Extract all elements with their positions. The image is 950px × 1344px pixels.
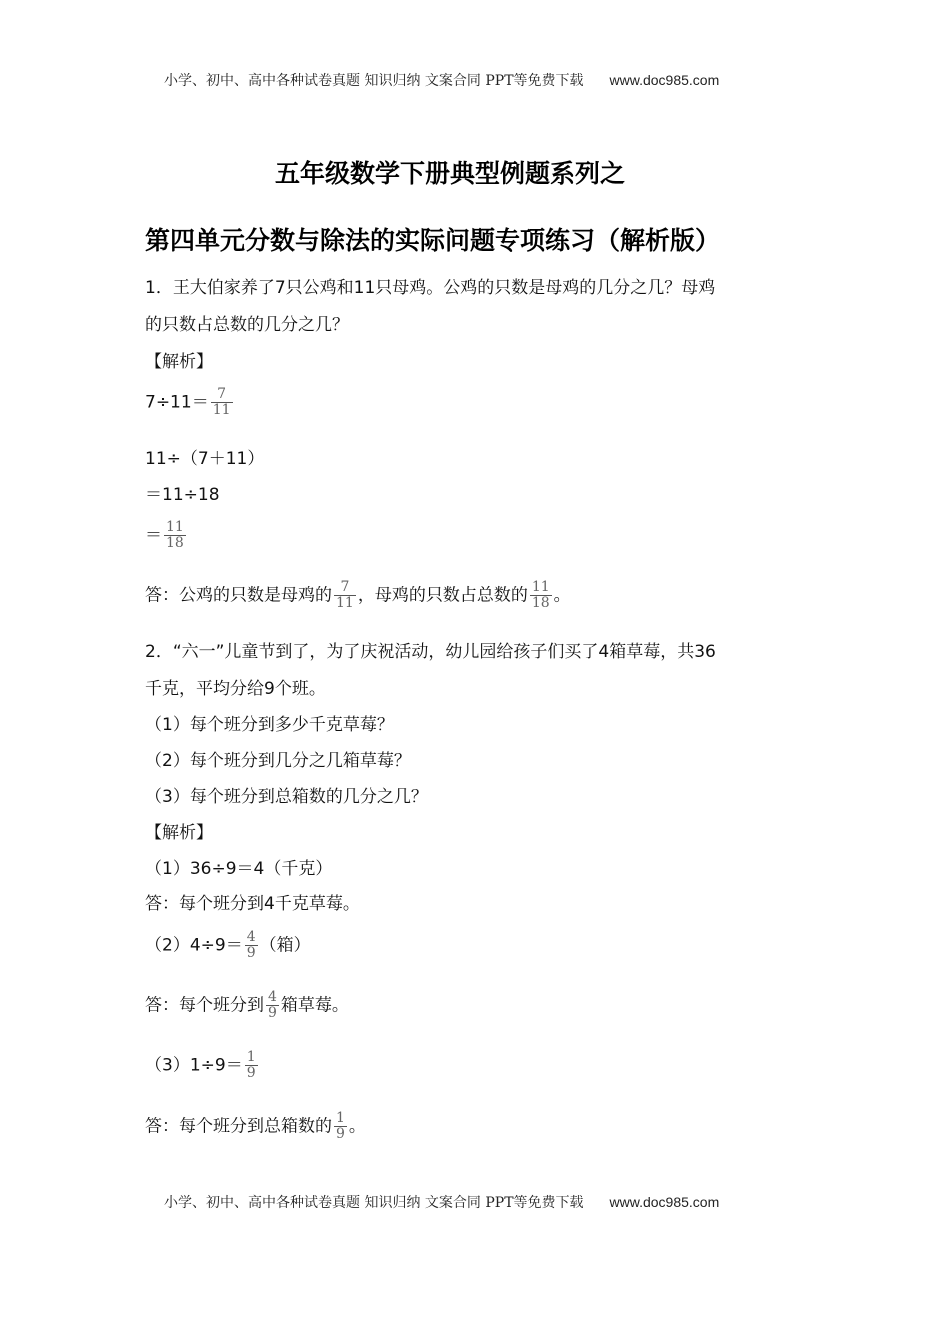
page-footer [164, 1192, 719, 1212]
page-subtitle: 第四单元分数与除法的实际问题专项练习（解析版） [145, 226, 721, 255]
q1-eq1-prefix: 7÷11＝ [145, 392, 209, 413]
q1-answer [145, 580, 571, 611]
fraction-denominator: 18 [166, 535, 184, 551]
q2-subquestion-3: （3）每个班分到总箱数的几分之几？ [145, 787, 428, 807]
fraction-denominator: 9 [336, 1126, 345, 1142]
footer-url[interactable]: www.doc985.com [609, 1194, 720, 1210]
fraction [164, 520, 186, 551]
q2-text-line2: 千克，平均分给9个班。 [145, 679, 326, 699]
fraction-numerator: 11 [166, 519, 184, 535]
fraction-denominator: 11 [336, 595, 354, 611]
answer-text: 。 [553, 585, 571, 606]
fraction-numerator: 4 [246, 929, 256, 945]
header-text: 小学、初中、高中各种试卷真题 知识归纳 文案合同 PPT等免费下载 [164, 73, 584, 89]
answer-text: ，母鸡的只数占总数的 [357, 585, 528, 606]
fraction [211, 387, 233, 418]
answer-text: 答：公鸡的只数是母鸡的 [145, 585, 332, 606]
q1-equation-2: 11÷（7＋11） [145, 449, 265, 469]
fraction [334, 1111, 347, 1142]
answer-text: 答：每个班分到总箱数的 [145, 1116, 332, 1137]
q1-equation-3: ＝11÷18 [145, 485, 220, 505]
fraction [245, 1050, 258, 1081]
q2-answer-3-text [145, 1111, 366, 1142]
answer-text: 箱草莓。 [280, 995, 349, 1016]
header-url[interactable]: www.doc985.com [609, 72, 720, 88]
fraction-numerator: 1 [336, 1110, 345, 1126]
fraction-numerator: 7 [340, 579, 350, 595]
q2-answer-3 [145, 1050, 260, 1081]
q1-analysis-label: 【解析】 [145, 352, 213, 372]
q1-eq4-prefix: ＝ [145, 525, 162, 546]
q2-answer-1-text: 答：每个班分到4千克草莓。 [145, 894, 360, 914]
answer-text: 答：每个班分到 [145, 995, 264, 1016]
q1-text-line1: 1．王大伯家养了7只公鸡和11只母鸡。公鸡的只数是母鸡的几分之几？母鸡 [145, 278, 716, 298]
q2-subquestion-1: （1）每个班分到多少千克草莓？ [145, 715, 394, 735]
equation-text: （2）4÷9＝ [145, 935, 243, 956]
answer-text: 。 [348, 1116, 366, 1137]
page-title: 五年级数学下册典型例题系列之 [275, 159, 626, 188]
fraction-numerator: 7 [217, 386, 227, 402]
q2-text-line1: 2．“六一”儿童节到了，为了庆祝活动，幼儿园给孩子们买了4箱草莓，共36 [145, 642, 716, 662]
q2-analysis-label: 【解析】 [145, 823, 213, 843]
q2-subquestion-2: （2）每个班分到几分之几箱草莓？ [145, 751, 411, 771]
q1-text-line2: 的只数占总数的几分之几？ [145, 315, 349, 335]
fraction-numerator: 11 [531, 579, 550, 595]
equation-text: （3）1÷9＝ [145, 1055, 243, 1076]
footer-text: 小学、初中、高中各种试卷真题 知识归纳 文案合同 PPT等免费下载 [164, 1195, 584, 1211]
fraction-denominator: 18 [531, 595, 550, 611]
fraction-denominator: 9 [246, 1065, 256, 1081]
fraction-denominator: 9 [246, 945, 256, 961]
fraction [334, 580, 356, 611]
fraction [266, 990, 279, 1021]
fraction [530, 580, 552, 611]
q2-answer-2 [145, 930, 311, 961]
q1-equation-4 [145, 520, 188, 551]
fraction-numerator: 4 [268, 989, 277, 1005]
equation-text: （箱） [259, 935, 311, 956]
fraction [245, 930, 258, 961]
fraction-numerator: 1 [246, 1049, 256, 1065]
page-header [164, 70, 719, 90]
q1-equation-1 [145, 387, 235, 418]
q2-answer-2-text [145, 990, 349, 1021]
fraction-denominator: 11 [212, 402, 231, 418]
fraction-denominator: 9 [268, 1005, 277, 1021]
q2-answer-1: （1）36÷9＝4（千克） [145, 859, 333, 879]
